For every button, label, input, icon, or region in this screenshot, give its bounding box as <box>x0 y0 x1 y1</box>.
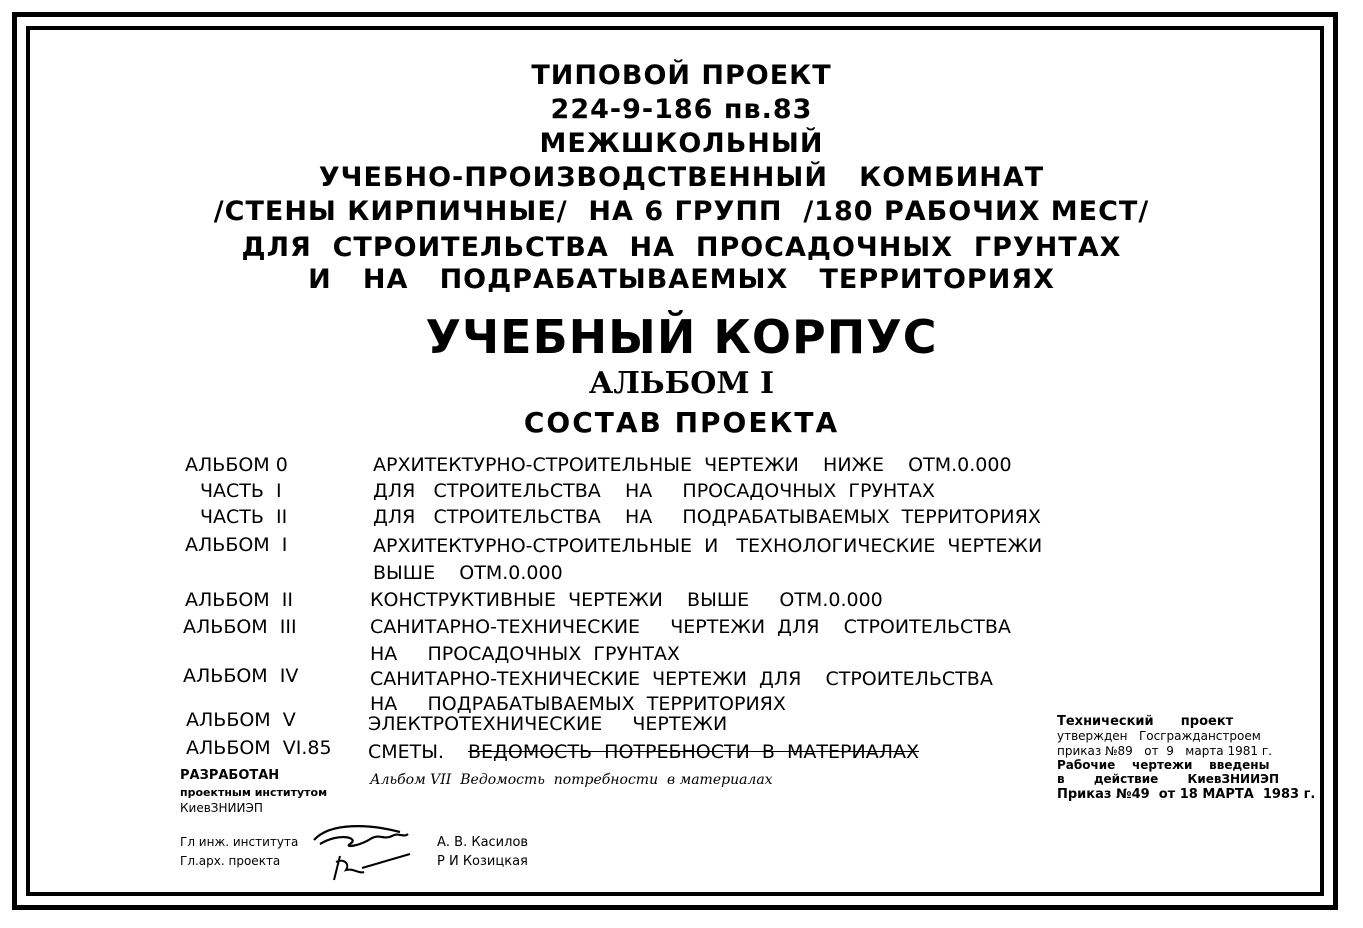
header-line-7: И НА ПОДРАБАТЫВАЕМЫХ ТЕРРИТОРИЯХ <box>308 264 1055 295</box>
album-text: ЭЛЕКТРОТЕХНИЧЕСКИЕ ЧЕРТЕЖИ <box>368 713 728 735</box>
header-line-3: МЕЖШКОЛЬНЫЙ <box>539 128 824 159</box>
header-line-1: ТИПОВОЙ ПРОЕКТ <box>531 60 832 91</box>
signature-name: Р И Козицкая <box>437 854 528 869</box>
developed-institute: проектным институтом <box>180 786 328 799</box>
album-text: НА ПОДРАБАТЫВАЕМЫХ ТЕРРИТОРИЯХ <box>370 693 786 715</box>
header-line-2: 224-9-186 пв.83 <box>550 94 813 125</box>
album-label: АЛЬБОМ VI.85 <box>186 737 332 759</box>
struck-text: ВЕДОМОСТЬ ПОТРЕБНОСТИ В МАТЕРИАЛАХ <box>468 741 920 763</box>
album-text: АРХИТЕКТУРНО-СТРОИТЕЛЬНЫЕ ЧЕРТЕЖИ НИЖЕ ОТМ.0.000 <box>373 454 1012 476</box>
approval-line: Рабочие чертежи введены <box>1057 758 1270 772</box>
approval-line: приказ №89 от 9 марта 1981 г. <box>1057 744 1272 758</box>
handwritten-note: Альбом VII Ведомость потребности в материалах <box>370 772 773 788</box>
album-text: АРХИТЕКТУРНО-СТРОИТЕЛЬНЫЕ И ТЕХНОЛОГИЧЕСКИЕ ЧЕРТЕЖИ <box>373 535 1043 557</box>
album-text: САНИТАРНО-ТЕХНИЧЕСКИЕ ЧЕРТЕЖИ ДЛЯ СТРОИТЕЛЬСТВА <box>370 668 993 690</box>
album-text: ДЛЯ СТРОИТЕЛЬСТВА НА ПРОСАДОЧНЫХ ГРУНТАХ <box>373 480 935 502</box>
album-label: ЧАСТЬ I <box>200 480 282 502</box>
signature-role: Гл.арх. проекта <box>180 854 281 868</box>
signature-image <box>300 818 430 888</box>
album-text: КОНСТРУКТИВНЫЕ ЧЕРТЕЖИ ВЫШЕ ОТМ.0.000 <box>370 589 883 611</box>
header-line-5: /СТЕНЫ КИРПИЧНЫЕ/ НА 6 ГРУПП /180 РАБОЧИХ МЕСТ/ <box>213 196 1150 227</box>
signature-name: А. В. Касилов <box>437 835 529 850</box>
approval-line: Приказ №49 от 18 МАРТА 1983 г. <box>1057 787 1316 802</box>
album-text: НА ПРОСАДОЧНЫХ ГРУНТАХ <box>370 643 680 665</box>
approval-line: в действие КиевЗНИИЭП <box>1057 772 1279 786</box>
album-label: АЛЬБОМ 0 <box>185 454 288 476</box>
developed-title: РАЗРАБОТАН <box>180 768 280 783</box>
signature-role: Гл инж. института <box>180 835 299 849</box>
album-text: ВЫШЕ ОТМ.0.000 <box>373 562 563 584</box>
building-title: УЧЕБНЫЙ КОРПУС <box>425 310 938 364</box>
header-line-4: УЧЕБНО-ПРОИЗВОДСТВЕННЫЙ КОМБИНАТ <box>318 162 1045 193</box>
developed-org: КиевЗНИИЭП <box>180 801 263 815</box>
album-label: АЛЬБОМ V <box>186 709 296 731</box>
header-line-6: ДЛЯ СТРОИТЕЛЬСТВА НА ПРОСАДОЧНЫХ ГРУНТАХ <box>241 232 1122 263</box>
album-label: АЛЬБОМ III <box>183 616 297 638</box>
album-text: СМЕТЫ. <box>368 741 445 763</box>
approval-line: утвержден Госгражданстроем <box>1057 729 1261 743</box>
album-text: САНИТАРНО-ТЕХНИЧЕСКИЕ ЧЕРТЕЖИ ДЛЯ СТРОИТЕЛЬСТВА <box>370 616 1011 638</box>
album-label: АЛЬБОМ II <box>185 589 293 611</box>
album-label: АЛЬБОМ IV <box>183 665 299 687</box>
album-text: ДЛЯ СТРОИТЕЛЬСТВА НА ПОДРАБАТЫВАЕМЫХ ТЕРРИТОРИЯХ <box>373 506 1041 528</box>
approval-line: Технический проект <box>1057 714 1234 729</box>
album-label: ЧАСТЬ II <box>200 506 288 528</box>
album-title: АЛЬБОМ I <box>588 366 775 401</box>
composition-title: СОСТАВ ПРОЕКТА <box>523 406 840 439</box>
album-label: АЛЬБОМ I <box>185 534 288 556</box>
